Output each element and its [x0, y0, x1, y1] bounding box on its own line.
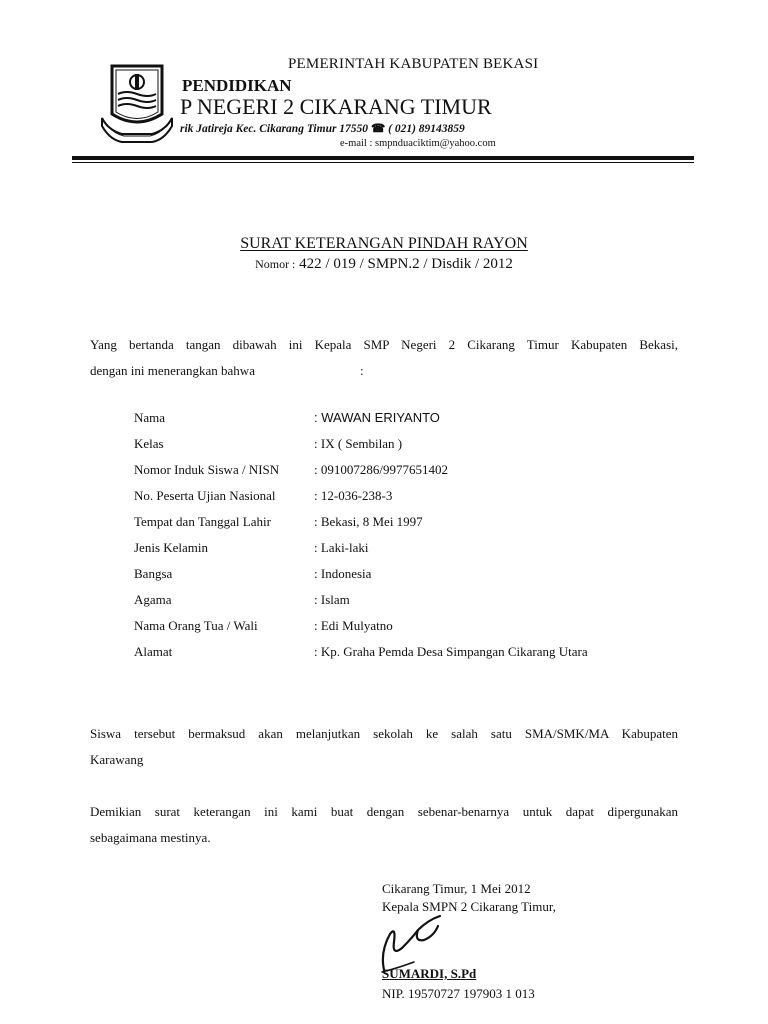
sign-position: Kepala SMPN 2 Cikarang Timur, — [382, 899, 556, 914]
detail-row-nama — [134, 410, 674, 436]
detail-label: Nomor Induk Siswa / NISN — [134, 462, 280, 477]
school-address: rik Jatireja Kec. Cikarang Timur 17550 — [180, 123, 369, 135]
closing-line-2: sebagaimana mestinya. — [90, 830, 211, 845]
closing-line-1: Demikian surat keterangan ini kami buat dengan sebenar-benarnya untuk dapat dipergunakan — [90, 804, 678, 819]
sign-place-date: Cikarang Timur, 1 Mei 2012 — [382, 881, 531, 896]
detail-value: : WAWAN ERIYANTO — [314, 410, 440, 425]
letterhead-divider-thick — [72, 156, 694, 160]
purpose-line-1: Siswa tersebut bermaksud akan melanjutkan sekolah ke salah satu SMA/SMK/MA Kabupaten — [90, 726, 678, 741]
detail-value: : 091007286/9977651402 — [314, 462, 448, 477]
detail-value: : Kp. Graha Pemda Desa Simpangan Cikarang Utara — [314, 644, 588, 659]
signer-nip: NIP. 19570727 197903 1 013 — [382, 986, 535, 1001]
detail-value: : Indonesia — [314, 566, 372, 581]
intro-line-1: Yang bertanda tangan dibawah ini Kepala SMP Negeri 2 Cikarang Timur Kabupaten Bekasi, — [90, 337, 678, 352]
intro-line-2-row — [90, 358, 678, 384]
document-title: SURAT KETERANGAN PINDAH RAYON — [240, 235, 528, 252]
detail-label: Kelas — [134, 436, 164, 451]
signer-name: SUMARDI, S.Pd — [382, 966, 477, 981]
letterhead-divider-thin — [72, 162, 694, 163]
regency-crest-icon — [98, 60, 176, 146]
detail-row-nationality — [134, 566, 674, 592]
detail-value: : Islam — [314, 592, 350, 607]
detail-row-parent — [134, 618, 674, 644]
detail-row-nisn — [134, 462, 674, 488]
detail-row-religion — [134, 592, 674, 618]
detail-value: : Edi Mulyatno — [314, 618, 393, 633]
detail-value: : 12-036-238-3 — [314, 488, 393, 503]
intro-paragraph — [90, 332, 678, 384]
detail-label: Nama Orang Tua / Wali — [134, 618, 258, 633]
intro-line-2: dengan ini menerangkan bahwa — [90, 363, 255, 378]
document-number-line — [0, 256, 768, 273]
document-number: 422 / 019 / SMPN.2 / Disdik / 2012 — [299, 256, 513, 272]
detail-value: : Laki-laki — [314, 540, 369, 555]
detail-label: Bangsa — [134, 566, 173, 581]
detail-row-exam-number — [134, 488, 674, 514]
detail-row-birth — [134, 514, 674, 540]
intro-colon: : — [360, 363, 364, 378]
department-name: PENDIDIKAN — [182, 76, 292, 95]
detail-label: Agama — [134, 592, 172, 607]
detail-label: Jenis Kelamin — [134, 540, 209, 555]
school-name: P NEGERI 2 CIKARANG TIMUR — [180, 94, 492, 119]
school-address-line — [180, 121, 465, 135]
school-phone: ( 021) 89143859 — [388, 123, 465, 135]
detail-label: Tempat dan Tanggal Lahir — [134, 514, 271, 529]
document-number-label: Nomor : — [255, 257, 296, 271]
detail-label: No. Peserta Ujian Nasional — [134, 488, 276, 503]
government-name: PEMERINTAH KABUPATEN BEKASI — [288, 56, 539, 72]
detail-value: : IX ( Sembilan ) — [314, 436, 403, 451]
school-email: e-mail : smpnduaciktim@yahoo.com — [340, 138, 496, 149]
detail-value: : Bekasi, 8 Mei 1997 — [314, 514, 423, 529]
purpose-line-2: Karawang — [90, 752, 144, 767]
detail-row-gender — [134, 540, 674, 566]
closing-paragraph — [90, 799, 678, 851]
detail-label: Alamat — [134, 644, 173, 659]
document-title-line — [0, 235, 768, 253]
detail-row-address — [134, 644, 674, 670]
phone-icon: ☎ — [370, 123, 386, 135]
purpose-paragraph — [90, 721, 678, 773]
detail-row-kelas — [134, 436, 674, 462]
detail-label: Nama — [134, 410, 166, 425]
